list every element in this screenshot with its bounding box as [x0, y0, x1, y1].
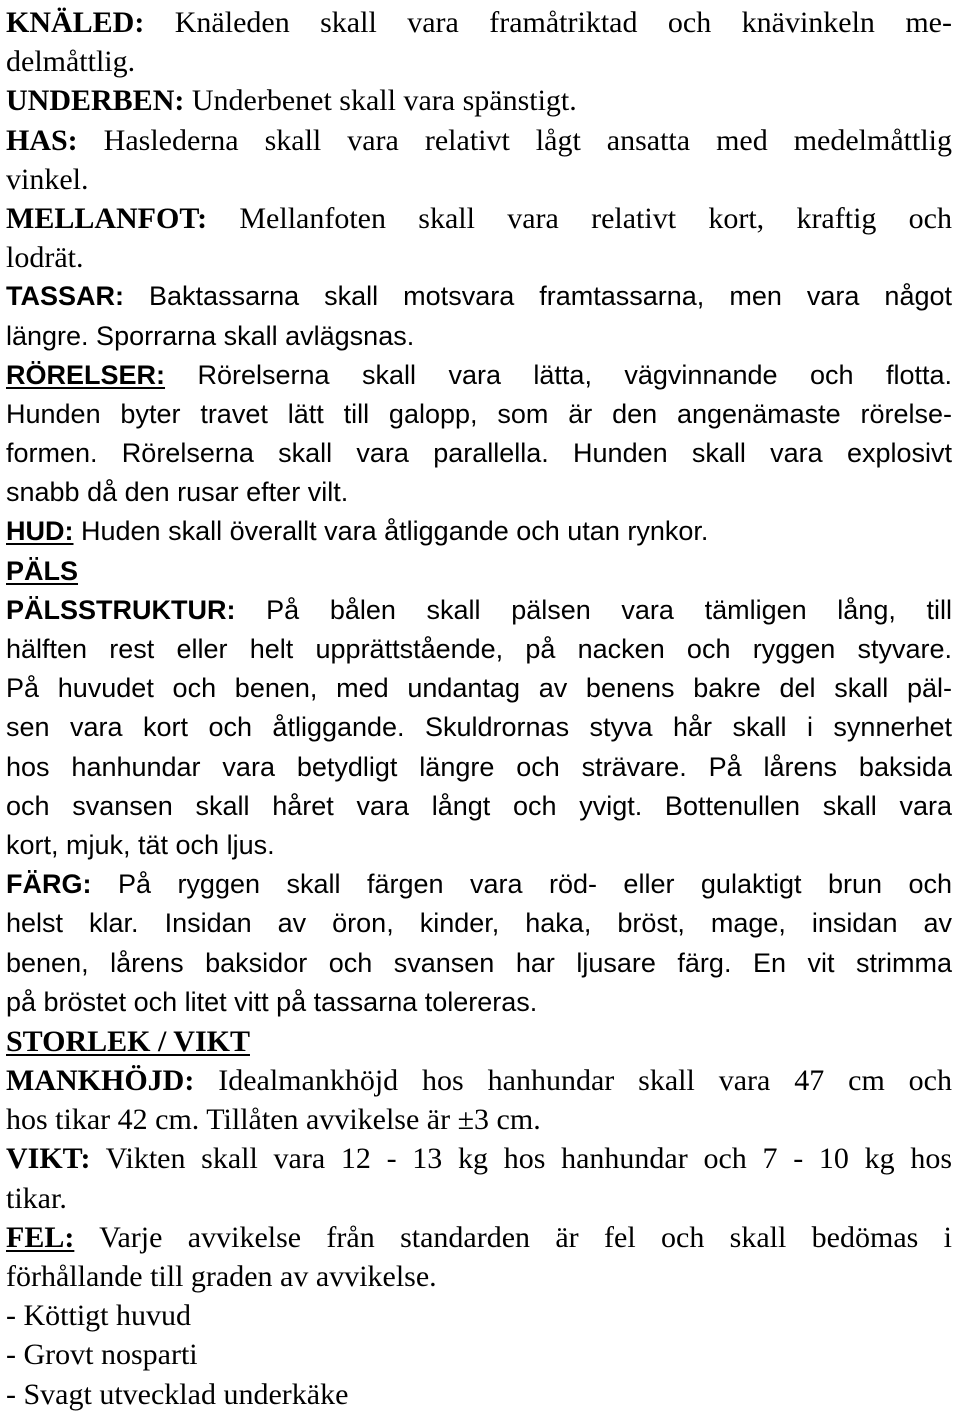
section-pals	[6, 552, 952, 591]
text-line	[6, 591, 952, 630]
section-fel	[6, 1218, 952, 1414]
section-mellanfot	[6, 199, 952, 277]
text-line: hälften rest eller helt upprättstående, på nacken och ryggen styvare.	[6, 634, 952, 664]
text-line	[6, 121, 952, 160]
section-underben	[6, 81, 952, 120]
section-label: TASSAR:	[6, 281, 124, 312]
text-line: vinkel.	[6, 162, 89, 196]
section-knaled	[6, 3, 952, 81]
section-label: MELLANFOT:	[6, 201, 208, 235]
text-line	[6, 1139, 952, 1178]
text-line	[6, 3, 952, 42]
section-text: Mellanfoten skall vara relativt kort, kraftig och	[207, 201, 952, 235]
section-text: Idealmankhöjd hos hanhundar skall vara 47 cm och	[194, 1064, 952, 1098]
text-line: benen, lårens baksidor och svansen har ljusare färg. En vit strimma	[6, 947, 952, 978]
section-text: Baktassarna skall motsvara framtassarna, men vara något	[124, 281, 952, 312]
section-label: FEL:	[6, 1220, 75, 1254]
list-item: - Svagt utvecklad underkäke	[6, 1377, 349, 1411]
text-line: förhållande till graden av avvikelse.	[6, 1260, 437, 1293]
text-line: tikar.	[6, 1181, 67, 1215]
section-text: Huden skall överallt vara åtliggande och utan rynkor.	[73, 516, 709, 547]
text-line: På huvudet och benen, med undantag av benens bakre del skall päl-	[6, 673, 952, 704]
section-label: PÄLSSTRUKTUR:	[6, 594, 236, 625]
section-has	[6, 121, 952, 199]
list-item: - Köttigt huvud	[6, 1299, 191, 1333]
section-text: Haslederna skall vara relativt lågt ansatta med medelmåttlig	[77, 123, 952, 157]
section-label: VIKT:	[6, 1142, 91, 1176]
text-line	[6, 277, 952, 316]
text-line: sen vara kort och åtliggande. Skuldrornas styva hår skall i synnerhet	[6, 712, 952, 743]
section-storlek	[6, 1022, 952, 1061]
section-text: Rörelserna skall vara lätta, vägvinnande och flotta.	[165, 359, 952, 390]
text-line	[6, 356, 952, 395]
section-farg	[6, 865, 952, 1022]
text-line	[6, 81, 952, 120]
section-mankhojd	[6, 1061, 952, 1139]
section-label: HUD:	[6, 516, 74, 547]
section-hud	[6, 512, 952, 551]
section-text: På bålen skall pälsen vara tämligen lång, till	[235, 594, 952, 625]
text-line: Hunden byter travet lätt till galopp, som är den angenämaste rörelse-	[6, 398, 952, 429]
list-item: - Grovt nosparti	[6, 1338, 198, 1372]
section-tassar	[6, 277, 952, 355]
text-line: lodrät.	[6, 241, 84, 275]
section-label: FÄRG:	[6, 869, 92, 900]
section-palsstruktur	[6, 591, 952, 865]
section-text: Underbenet skall vara spänstigt.	[184, 84, 577, 118]
section-label: KNÄLED:	[6, 6, 145, 39]
text-line	[6, 199, 952, 238]
text-line	[6, 865, 952, 904]
text-line	[6, 1218, 952, 1257]
text-line: på bröstet och litet vitt på tassarna tolereras.	[6, 986, 538, 1017]
text-line: kort, mjuk, tät och ljus.	[6, 829, 275, 860]
section-heading: PÄLS	[6, 555, 79, 586]
text-line: hos hanhundar vara betydligt längre och strävare. På lårens baksida	[6, 751, 952, 782]
section-text: Knäleden skall vara framåtriktad och knävinkeln me-	[144, 6, 952, 39]
text-line: snabb då den rusar efter vilt.	[6, 477, 349, 508]
text-line: delmåttlig.	[6, 45, 136, 79]
section-label: RÖRELSER:	[6, 359, 166, 390]
section-label: UNDERBEN:	[6, 84, 185, 118]
section-heading: STORLEK / VIKT	[6, 1024, 250, 1058]
text-line: hos tikar 42 cm. Tillåten avvikelse är ±3 cm.	[6, 1103, 541, 1137]
text-line: formen. Rörelserna skall vara parallella. Hunden skall vara explosivt	[6, 438, 952, 469]
text-line: helst klar. Insidan av öron, kinder, haka, bröst, mage, insidan av	[6, 908, 952, 939]
section-text: På ryggen skall färgen vara röd- eller gulaktigt brun och	[91, 869, 952, 900]
section-label: MANKHÖJD:	[6, 1064, 195, 1098]
section-text: Vikten skall vara 12 - 13 kg hos hanhundar och 7 - 10 kg hos	[90, 1142, 952, 1176]
section-vikt	[6, 1139, 952, 1217]
text-line: och svansen skall håret vara långt och yvigt. Bottenullen skall vara	[6, 790, 952, 821]
text-line	[6, 1061, 952, 1100]
text-line: längre. Sporrarna skall avlägsnas.	[6, 320, 415, 351]
section-rorelser	[6, 356, 952, 513]
text-line	[6, 512, 952, 551]
section-label: HAS:	[6, 123, 78, 157]
section-text: Varje avvikelse från standarden är fel och skall bedömas i	[74, 1220, 952, 1254]
